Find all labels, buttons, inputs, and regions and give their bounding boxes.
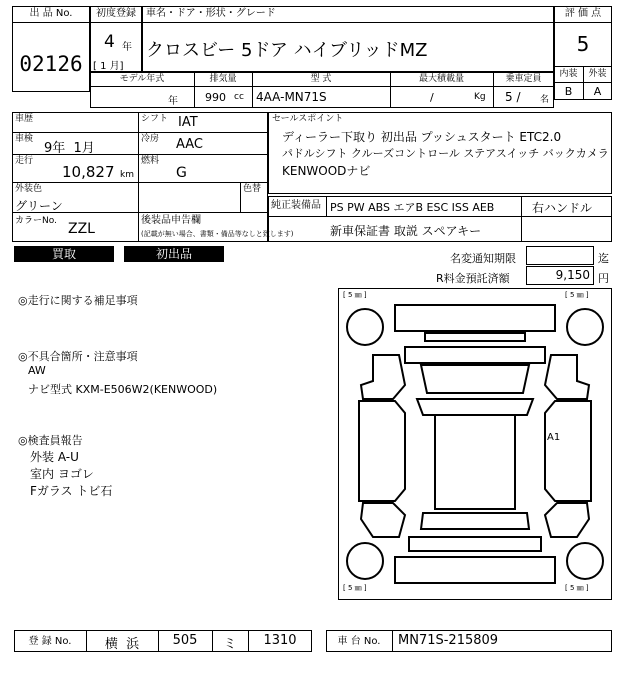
- name-change-unit: 迄: [598, 252, 609, 265]
- aftermarket-note: (記載が無い場合、書類・備品等なしと致します): [141, 230, 294, 238]
- name-change-value: [526, 246, 594, 265]
- inspection-date: 9年 1月: [44, 141, 95, 156]
- chassis-number: MN71S-215809: [398, 633, 499, 648]
- displacement-label: 排気量: [209, 74, 237, 84]
- drive-remarks-title: ◎走行に関する補足事項: [18, 294, 138, 307]
- ac-label: 冷房: [141, 134, 160, 144]
- car-name-label: 車名・ドア・形状・グレード: [146, 8, 276, 19]
- recycle-unit: 円: [598, 272, 609, 285]
- tire-label-rear-left: [ 5 ㎜ ]: [343, 584, 367, 592]
- shift-label: シフト: [141, 114, 169, 124]
- mileage: 10,827: [62, 163, 115, 181]
- model-year-unit: 年: [168, 96, 178, 107]
- exterior-grade: A: [593, 85, 602, 98]
- registration-number: 1310: [263, 633, 297, 648]
- recycle-label: R料金預託済額: [436, 272, 510, 285]
- sales-point-label: セールスポイント: [272, 114, 344, 124]
- fuel: G: [176, 165, 187, 181]
- air-conditioner: AAC: [176, 137, 203, 152]
- color-no-label: カラーNo.: [15, 216, 57, 226]
- equipment-list: PS PW ABS エアB ESC ISS AEB: [330, 201, 495, 214]
- chassis-label: 車 台 No.: [337, 636, 381, 647]
- grade-label: 評 価 点: [564, 8, 602, 19]
- capacity: 5 /: [505, 90, 521, 104]
- type-label: 型 式: [310, 74, 332, 84]
- tire-label-front-right: [ 5 ㎜ ]: [565, 291, 589, 299]
- interior-label: 内装: [559, 69, 578, 79]
- defect-line-1: AW: [28, 364, 46, 377]
- registration-place: 横 浜: [104, 637, 140, 652]
- sales-line-3: KENWOODナビ: [282, 164, 371, 178]
- displacement: 990: [205, 91, 226, 104]
- model-type: 4AA-MN71S: [256, 90, 327, 104]
- inspector-line-2: 室内 ヨゴレ: [30, 467, 94, 481]
- inspector-line-1: 外装 A-U: [30, 450, 79, 464]
- person-unit: 名: [540, 95, 550, 105]
- registration-label: 登 録 No.: [28, 636, 72, 647]
- sales-line-2: パドルシフト クルーズコントロール ステアスイッチ バックカメラ: [282, 147, 609, 160]
- tire-front-left: [347, 309, 383, 345]
- car-name: クロスビー 5ドア ハイブリッドMZ: [146, 40, 428, 61]
- exterior-label: 外装: [588, 69, 607, 79]
- recycle-value: 9,150: [555, 268, 590, 282]
- warranty-items: 新車保証書 取説 スペアキー: [330, 224, 482, 238]
- buyout-badge: 買取: [14, 246, 114, 262]
- color-no: ZZL: [68, 221, 95, 237]
- car-outline: [339, 289, 611, 599]
- aftermarket-label: 後装品申告欄: [141, 215, 201, 226]
- history-label: 車歴: [15, 114, 34, 124]
- first-registration-month: [ 1 月]: [93, 61, 124, 72]
- registration-class: 505: [172, 633, 198, 648]
- car-diagram: [338, 288, 612, 600]
- max-load-label: 最大積載量: [418, 74, 464, 84]
- model-year-label: モデル年式: [119, 74, 165, 84]
- defect-line-2: ナビ型式 KXM-E506W2(KENWOOD): [28, 383, 218, 396]
- lot-number-label: 出 品 No.: [29, 8, 73, 19]
- fuel-label: 燃料: [141, 156, 160, 166]
- name-change-label: 名変通知期限: [450, 252, 516, 265]
- grade-score: 5: [576, 32, 590, 56]
- tire-label-front-left: [ 5 ㎜ ]: [343, 291, 367, 299]
- color-change-label: 色替: [243, 184, 262, 194]
- load-slash: /: [430, 91, 434, 104]
- inspector-line-3: Fガラス トビ石: [30, 484, 113, 498]
- km-unit: km: [120, 170, 134, 180]
- inspection-label: 車検: [15, 134, 34, 144]
- sales-line-1: ディーラー下取り 初出品 プッシュスタート ETC2.0: [282, 130, 562, 144]
- first-registration-year: 4: [104, 32, 115, 52]
- shift: IAT: [178, 115, 198, 130]
- damage-mark-a1: A1: [547, 432, 561, 443]
- defect-remarks-title: ◎不具合箇所・注意事項: [18, 350, 138, 363]
- tire-rear-left: [347, 543, 383, 579]
- inspector-title: ◎検査員報告: [18, 434, 83, 447]
- tire-front-right: [567, 309, 603, 345]
- capacity-label: 乗車定員: [505, 74, 542, 84]
- cc-unit: cc: [234, 92, 244, 102]
- mileage-label: 走行: [15, 156, 34, 166]
- first-listing-badge: 初出品: [124, 246, 224, 262]
- lot-number: 02126: [19, 52, 83, 76]
- registration-kana: ミ: [223, 637, 237, 652]
- year-unit: 年: [122, 42, 132, 53]
- tire-label-rear-right: [ 5 ㎜ ]: [565, 584, 589, 592]
- exterior-color: グリーン: [15, 199, 63, 213]
- tire-rear-right: [567, 543, 603, 579]
- exterior-color-label: 外装色: [15, 184, 43, 194]
- interior-grade: B: [564, 85, 573, 98]
- kg-unit: Kg: [474, 92, 486, 102]
- steering-side: 右ハンドル: [532, 201, 593, 215]
- equipment-label: 純正装備品: [271, 200, 321, 211]
- first-registration-label: 初度登録: [96, 8, 136, 19]
